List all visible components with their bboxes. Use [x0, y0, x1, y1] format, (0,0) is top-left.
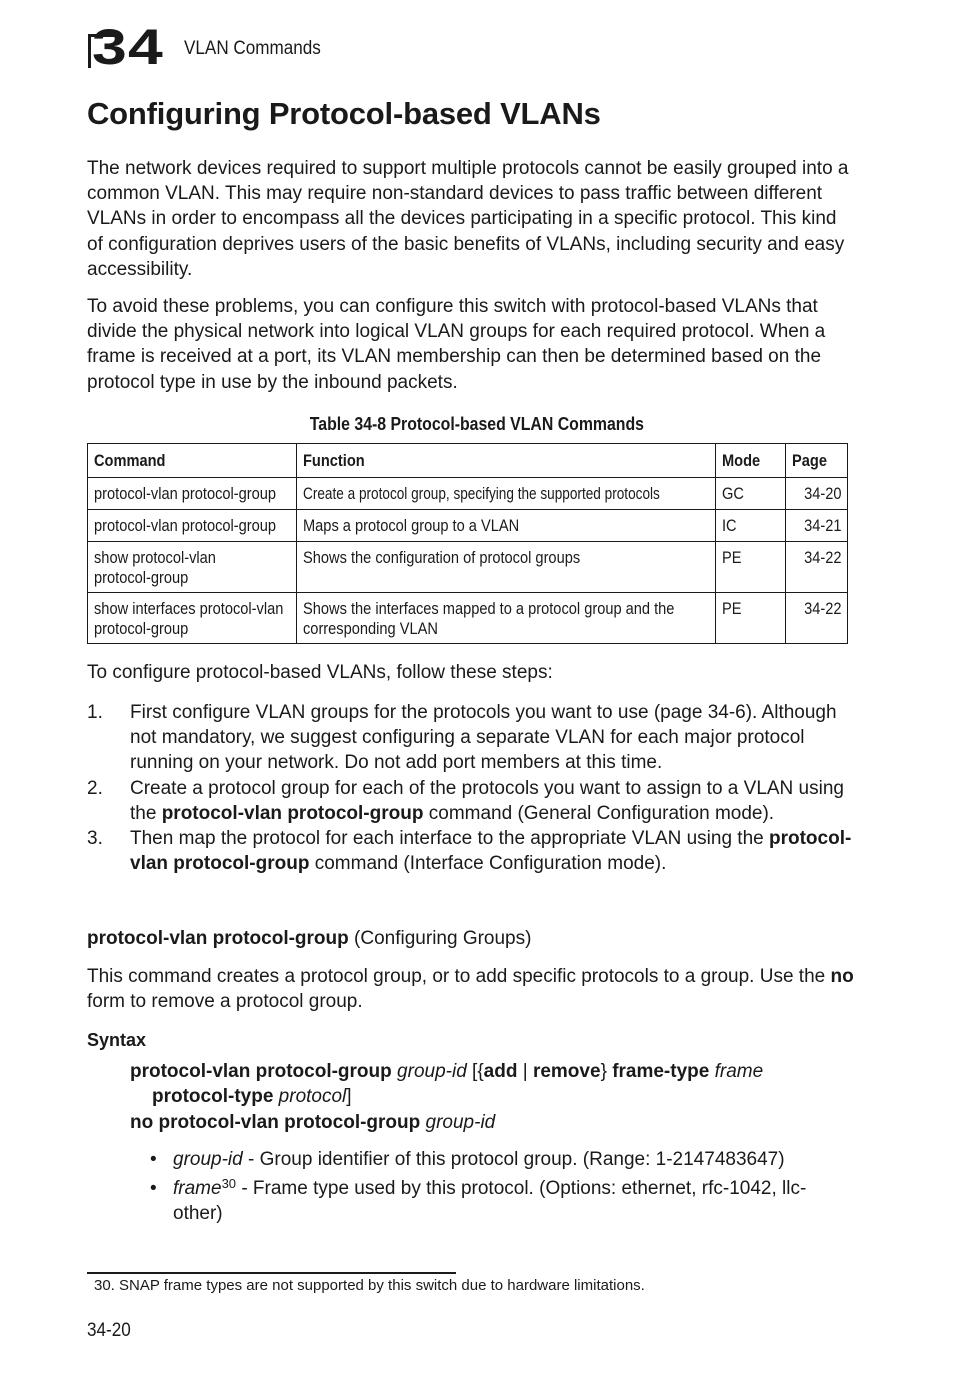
- table-row: [88, 510, 848, 542]
- command-heading: [87, 928, 531, 950]
- step-text: Then map the protocol for each interface to the appropriate VLAN using the: [130, 828, 769, 850]
- cell-page: 34-22: [786, 542, 848, 593]
- commands-table: [87, 443, 848, 644]
- syntax-line-1-cont: protocol-type protocol]: [152, 1086, 352, 1107]
- intro-paragraph-2: To avoid these problems, you can configure this switch with protocol-based VLANs that divide the physical network into logical VLAN groups for each required protocol. When a frame is received at a port, its VLAN membership can then be determined based on the protocol type in use by the inbound packets.: [87, 296, 826, 393]
- page-number: 34-20: [87, 1320, 131, 1341]
- parameter-list: [150, 1147, 850, 1230]
- command-name: protocol-vlan protocol-group: [87, 928, 349, 949]
- footnote-divider: [87, 1272, 456, 1274]
- steps-intro: To configure protocol-based VLANs, follow these steps:: [87, 662, 553, 683]
- chapter-title: VLAN Commands: [184, 38, 321, 59]
- intro-paragraph-1: The network devices required to support multiple protocols cannot be easily grouped into a common VLAN. This may require non-standard devices to pass traffic between different VLANs in order to encompass all the devices participating in a specific protocol. This kind of configuration deprives users of the basic benefits of VLANs, including security and easy accessibility.: [87, 158, 849, 280]
- table-row: [88, 542, 848, 593]
- step-number: 2.: [87, 777, 103, 799]
- cell-mode: PE: [716, 542, 786, 593]
- list-item: [150, 1147, 850, 1172]
- table-row: [88, 478, 848, 510]
- col-header-command: Command: [88, 444, 297, 478]
- param-name: group-id: [173, 1149, 243, 1170]
- param-desc: - Group identifier of this protocol group. (Range: 1-2147483647): [242, 1149, 785, 1170]
- table-row: [88, 593, 848, 644]
- cell-mode: IC: [716, 510, 786, 542]
- cell-command: show protocol-vlan protocol-group: [88, 542, 297, 593]
- syntax-heading: Syntax: [87, 1030, 147, 1050]
- cell-command: protocol-vlan protocol-group: [88, 478, 297, 510]
- cell-command: protocol-vlan protocol-group: [88, 510, 297, 542]
- syntax-line-2: no protocol-vlan protocol-group group-id: [130, 1112, 496, 1133]
- cell-function: Create a protocol group, specifying the supported protocols: [297, 478, 716, 510]
- cell-command: show interfaces protocol-vlan protocol-group: [88, 593, 297, 644]
- steps-list: [87, 700, 857, 876]
- footnote: 30. SNAP frame types are not supported by this switch due to hardware limitations.: [94, 1277, 645, 1294]
- chapter-box-rule: [88, 34, 91, 68]
- step-text: Create a protocol group for each of the protocols you want to assign to a VLAN using the: [130, 777, 844, 824]
- col-header-function: Function: [297, 444, 716, 478]
- list-item: [87, 700, 857, 776]
- col-header-mode: Mode: [716, 444, 786, 478]
- cell-function: Shows the interfaces mapped to a protocol group and the corresponding VLAN: [297, 593, 716, 644]
- cell-page: 34-20: [786, 478, 848, 510]
- cell-mode: GC: [716, 478, 786, 510]
- step-text: command (Interface Configuration mode).: [309, 853, 667, 875]
- bullet-icon: •: [150, 1178, 157, 1199]
- command-description: This command creates a protocol group, or to add specific protocols to a group. Use the no form to remove a protocol group.: [87, 966, 854, 1013]
- bullet-icon: •: [150, 1149, 157, 1170]
- step-command: protocol-vlan protocol-group: [161, 802, 424, 824]
- section-title: Configuring Protocol-based VLANs: [87, 96, 601, 131]
- chapter-number: 34: [92, 19, 165, 75]
- cell-page: 34-22: [786, 593, 848, 644]
- cell-function: Maps a protocol group to a VLAN: [297, 510, 716, 542]
- footnote-ref: 30: [221, 1176, 237, 1191]
- step-text: First configure VLAN groups for the protocols you want to use (page 34-6). Although not mandatory, we suggest configuring a separate VLAN for each major protocol running on your network. Do not add port members at this time.: [130, 702, 837, 774]
- table-header-row: [88, 444, 848, 478]
- col-header-page: Page: [786, 444, 848, 478]
- list-item: [87, 826, 857, 876]
- step-text: command (General Configuration mode).: [423, 802, 775, 824]
- list-item: [87, 776, 857, 826]
- list-item: [150, 1176, 850, 1226]
- step-number: 3.: [87, 828, 103, 850]
- table-caption: Table 34-8 Protocol-based VLAN Commands: [309, 414, 645, 434]
- cell-function: Shows the configuration of protocol groups: [297, 542, 716, 593]
- cell-mode: PE: [716, 593, 786, 644]
- syntax-line-1: protocol-vlan protocol-group group-id [{add | remove} frame-type frame: [130, 1061, 764, 1082]
- step-number: 1.: [87, 702, 103, 723]
- step-command: protocol-vlan protocol-group: [130, 828, 852, 875]
- command-qualifier: (Configuring Groups): [348, 928, 532, 949]
- param-desc: - Frame type used by this protocol. (Options: ethernet, rfc-1042, llc-other): [173, 1178, 807, 1224]
- cell-page: 34-21: [786, 510, 848, 542]
- param-name: frame: [173, 1178, 222, 1199]
